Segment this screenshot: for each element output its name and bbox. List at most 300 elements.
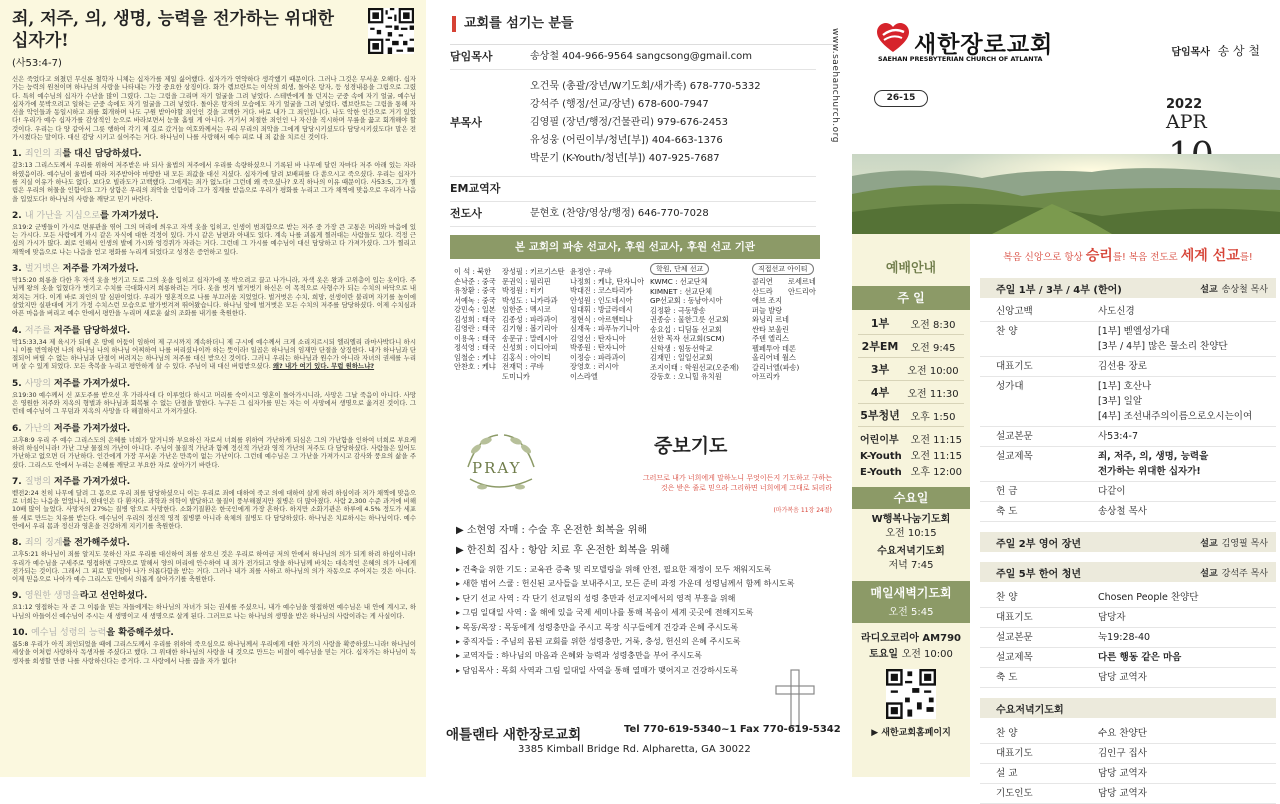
radio-schedule bbox=[852, 647, 970, 663]
worship-time-row bbox=[852, 449, 970, 465]
service-order-row bbox=[980, 302, 1276, 322]
sermon-section-body bbox=[12, 489, 416, 530]
service-order-youth bbox=[980, 588, 1276, 688]
service-order-row bbox=[980, 628, 1276, 648]
section-title: 라고 선언하셨다. bbox=[79, 591, 148, 602]
section-title: 를 가져가셨다. bbox=[100, 210, 159, 221]
sermon-section-body bbox=[12, 276, 416, 317]
sermon-section-heading bbox=[12, 376, 416, 389]
sermon-section-heading bbox=[12, 421, 416, 434]
order-item-label: 설 교 bbox=[996, 768, 1018, 779]
missionary-entry: 이정승 : 파라과이 bbox=[570, 352, 626, 362]
sermon-section-body bbox=[12, 603, 416, 620]
section-number: 10. bbox=[12, 628, 28, 639]
footer-address: 3385 Kimball Bridge Rd. Alpharetta, GA 30022 bbox=[518, 744, 751, 755]
worship-time: 저녁 7:45 bbox=[888, 560, 934, 571]
missionary-entry: 김기형 : 볼기리아 bbox=[502, 324, 558, 333]
missions-column bbox=[788, 277, 816, 296]
worship-name: 2부EM bbox=[861, 340, 899, 353]
worship-time: 오전 10:15 bbox=[885, 528, 937, 539]
missionary-entry: 송요섭 : 디딤돌 선교회 bbox=[650, 324, 722, 334]
preacher-label: 설교 bbox=[1200, 284, 1218, 295]
prayer-verse-ref: (마가복음 11장 24절) bbox=[773, 507, 832, 514]
order-item-value: 사도신경 bbox=[1098, 306, 1135, 317]
date-month: APR bbox=[1166, 111, 1207, 133]
missionary-entry: 김재민 : 일일선교회 bbox=[650, 353, 713, 362]
service-order-row bbox=[980, 502, 1276, 522]
worship-name: 4부 bbox=[870, 386, 890, 399]
section-title: 저주를 가져가셨다. bbox=[50, 378, 131, 389]
missionary-entry: 애브 조지 bbox=[752, 296, 783, 305]
missionary-entry: 김정환 : 극동방송 bbox=[650, 305, 706, 315]
preacher-label: 설교 bbox=[1200, 538, 1218, 549]
missionary-entry: KIMNET : 선교단체 bbox=[650, 286, 713, 296]
worship-time: 오전 9:45 bbox=[910, 342, 956, 354]
senior-pastor bbox=[1171, 42, 1260, 59]
slogan-text: 복음 신앙으로 항상 bbox=[1003, 252, 1086, 263]
service-title: 주일 1부 / 3부 / 4부 (한어) bbox=[996, 284, 1122, 296]
missionary-entry: 조지이태 : 학원선교(오준재) bbox=[650, 362, 739, 372]
sermon-section-heading bbox=[12, 535, 416, 548]
worship-name: 1부 bbox=[870, 317, 890, 330]
servants-table bbox=[450, 45, 816, 227]
service-order-row bbox=[980, 447, 1276, 482]
service-order-row bbox=[980, 724, 1276, 744]
order-item-label: 축 도 bbox=[996, 506, 1018, 517]
missionary-entry: 임한준 : 멕시코 bbox=[502, 305, 551, 314]
missionary-entry: 신성희 : 이디아피 bbox=[502, 343, 558, 352]
radio-name: 라디오코리아 AM790 bbox=[860, 633, 961, 644]
servant-entry: 오건묵 (총괄/장년/W기도회/새가족) 678-770-5332 bbox=[530, 81, 761, 92]
section-title: 을 확증해주셨다. bbox=[106, 628, 174, 639]
section-keyword: 영원한 생명을 bbox=[24, 591, 80, 602]
volume-badge: 26-15 bbox=[874, 90, 928, 107]
order-item-label: 설교본문 bbox=[996, 632, 1033, 643]
worship-name: E-Youth bbox=[860, 467, 902, 478]
section-number: 4. bbox=[12, 325, 22, 336]
cover-panel bbox=[852, 0, 1280, 799]
section-title: 저주를 담당하셨다. bbox=[50, 325, 131, 336]
section-text: 고후8:9 우리 주 예수 그리스도의 은혜를 너희가 알거니와 부요하신 자로서 너희를 위하여 가난하게 되심은 그의 가난함을 인하여 너희로 부요케 하려 하심이니라! 가난 그냥 물질의 가난이 아니다. 주님이 물질적 가난과 함께 정신적 가난과 영적 가난의 저주도 다 담당하셨다. 사람들은 있어도 가난하고 없으면 더 가난하다. 인간에게 가장 무서운 가난은 만족이 없는 가난이다. 그런데 예수님은 그 가난을 가져가시고 감사와 풍요의 삶을 주셨다. 그리스도 안에서 누리는 은혜를 깨닫고 부요한 자로 살아가기 바란다. bbox=[12, 435, 416, 469]
church-slogan bbox=[980, 234, 1276, 274]
section-emphasis: 왜? 내가 여기 있다. 무럽 원하느냐? bbox=[272, 362, 375, 371]
section-number: 7. bbox=[12, 476, 22, 487]
sermon-section-body bbox=[12, 640, 416, 665]
service-order-row bbox=[980, 377, 1276, 427]
dawn-header: 매일새벽기도회 bbox=[870, 586, 952, 600]
worship-time-row bbox=[858, 381, 964, 404]
section-number: 2. bbox=[12, 210, 22, 221]
section-text: 벧전2:24 친히 나무에 달려 그 몸으로 우리 죄를 담당하셨으니 이는 우리로 죄에 대하여 죽고 의에 대하여 살게 하려 하심이라 저가 채찍에 맞음으로 너희는 나음을 얻었나니, 현대인은 다 환자다. 과학과 의학이 발달하고 물질이 풍부해졌지만 질병은 더 많아졌다. 사람 2,300 수준 과거에 비해 10배 많이 늘었다. 사망자의 27%는 질병 암으로 사망한다. 소화기질환은 한국인에게 가장 흔하다. 하지만 소화기관은 하루에 4.5% 정도가 세포를 새로 만드는 치유를 받는다. 예수님이 우리의 정신적 영적 질병뿐 아니라 육체의 질병도 다 담당하셨다. 하나님은 치료하시는 하나님이다. 예수 안에서 우리 몸과 정신과 영혼을 건강하게 지키기를 축원한다. bbox=[12, 488, 416, 530]
prayer-header bbox=[450, 423, 838, 519]
missionary-entry: 강동호 : 오니힐 유치원 bbox=[650, 372, 722, 381]
sermon-section-heading bbox=[12, 323, 416, 336]
worship-time: 오전 11:30 bbox=[907, 388, 959, 400]
sunday-times bbox=[852, 312, 970, 427]
worship-name: K-Youth bbox=[860, 451, 902, 462]
missionary-entry: 김영선 : 탄자니아 bbox=[570, 333, 626, 343]
order-item-label: 설교본문 bbox=[996, 431, 1033, 442]
missions-banner: 본 교회의 파송 선교사, 후원 선교사, 후원 선교 기관 bbox=[450, 235, 820, 259]
church-logo-icon bbox=[876, 22, 910, 54]
missionary-entry: 임대휘 : 방글라데시 bbox=[570, 305, 633, 314]
missionary-entry: 박대진 : 코스타리카 bbox=[570, 286, 633, 295]
service-order-main bbox=[980, 302, 1276, 522]
missions-haiti-header: 직접선교 아이티 bbox=[752, 263, 814, 275]
servant-entry: 박문기 (K-Youth/청년[부]) 407-925-7687 bbox=[530, 153, 720, 164]
service-order-wednesday bbox=[980, 724, 1276, 804]
missionary-entry: 김성희 : 태국 bbox=[454, 314, 496, 324]
servants-heading: 교회를 섬기는 분들 bbox=[452, 16, 838, 32]
servant-names bbox=[530, 49, 816, 65]
missionary-entry: 박정원 : 터키 bbox=[502, 286, 544, 295]
missionary-entry: 이용옥 : 태국 bbox=[454, 333, 496, 343]
servant-entry: 강석주 (행정/선교/장년) 678-600-7947 bbox=[530, 99, 709, 110]
service-header-main bbox=[980, 278, 1276, 298]
missions-column bbox=[454, 267, 496, 372]
sermon-section-heading bbox=[12, 146, 416, 159]
missionary-entry: 와닝리 르네 bbox=[752, 315, 790, 324]
slogan-emphasis: 승리 bbox=[1085, 248, 1113, 264]
section-text: 막15:33,34 제 육시가 되매 온 땅에 어둠이 임하여 제 구시까지 계속하더니 제 구시에 예수께서 크게 소리지르시되 엘리엘리 라마사박다니 하시니 이를 번역하면 나의 하나님 나의 하나님 어찌하여 나를 버리셨나이까 하는 뜻이라! 일곱은 하나님의 임재만 단절을 상징한다. 내가 하나님과 단절되어 버릴 수 없는 하나님과 단절이 버려지는 하나님의 저주를 대신 받으신 것이다. 그러니 우리는 하나님과 원수가 아니라 자녀의 권세를 누리며 살 수 있게 되었다. 모든 축복을 누리고 평안하게 살 수 있다. 주님이 내 대신 버림받으셨다. bbox=[12, 337, 416, 371]
section-keyword: 저주를 bbox=[24, 325, 51, 336]
missionary-entry: 김홍식 : 아이티 bbox=[502, 352, 551, 362]
missionary-entry: 로세르네 bbox=[788, 277, 816, 286]
servant-entry: 송상철 404-966-9564 sangcsong@gmail.com bbox=[530, 51, 753, 62]
service-order-row bbox=[980, 357, 1276, 377]
worship-time: 오후 12:00 bbox=[910, 467, 962, 478]
sermon-section-body bbox=[12, 338, 416, 371]
order-item-value: 김인구 집사 bbox=[1098, 748, 1147, 759]
missions-column bbox=[502, 267, 565, 381]
section-text: 요19:30 예수께서 신 포도주를 받으신 후 가라사대 다 이루었다 하시고 머리를 숙이시고 영혼이 돌아가시니라, 사망은 그날 죽음이 아니다. 사망은 영원한 저주와 지옥의 형벌과 하나님과 회복될 수 없는 단절을 말한다. 누구든 그 십자가를 믿는 자는 이 사망에서 생명으로 옮겨진 것이다. 그런데 예수님이 그 무덤과 지옥의 사망을 다 해결하시고 가져가셨다. bbox=[12, 390, 416, 416]
sermon-section-body bbox=[12, 391, 416, 416]
order-item-value: 담당 교역자 bbox=[1098, 788, 1147, 799]
homepage-qr-icon[interactable] bbox=[886, 669, 936, 719]
missionary-entry: 콜리연 bbox=[752, 277, 773, 286]
order-item-label: 축 도 bbox=[996, 672, 1018, 683]
order-item-value: 죄, 저주, 의, 생명, 능력을 전가하는 위대한 십자가! bbox=[1098, 451, 1209, 477]
missionary-entry: 서예녹 : 중국 bbox=[454, 295, 496, 305]
missionary-entry: 도미니카 bbox=[502, 371, 530, 381]
servant-row bbox=[450, 45, 816, 70]
section-title: 를 대신 담당하셨다. bbox=[62, 149, 142, 160]
missionary-entry: 안드리아 bbox=[788, 286, 816, 296]
order-item-label: 성가대 bbox=[996, 381, 1024, 392]
order-item-value: [1부] 벧엘성가대 [3부 / 4부] 많은 물소리 찬양단 bbox=[1098, 326, 1228, 352]
order-item-label: 찬 양 bbox=[996, 326, 1018, 337]
missionary-entry: 박성도 : 니카라과 bbox=[502, 295, 558, 305]
order-item-value: 다른 행동 같은 마음 bbox=[1098, 652, 1182, 663]
order-item-label: 찬 양 bbox=[996, 728, 1018, 739]
service-title: 주일 5부 한어 청년 bbox=[996, 568, 1082, 580]
missionary-entry: 주덴 엘리스 bbox=[752, 334, 790, 343]
sermon-section-heading bbox=[12, 588, 416, 601]
missionary-entry: 펠페투아 데론 bbox=[752, 343, 796, 353]
worship-name: W행복나눔기도회 bbox=[871, 514, 951, 525]
sermon-panel bbox=[0, 0, 426, 777]
worship-time-row bbox=[858, 358, 964, 381]
pray-word: PRAY bbox=[472, 459, 522, 477]
missionary-entry: 이스라엘 bbox=[570, 371, 598, 381]
section-keyword: 가난의 bbox=[24, 423, 51, 434]
sermon-section-heading bbox=[12, 261, 416, 274]
order-item-value: 담당 교역자 bbox=[1098, 768, 1147, 779]
worship-time-row bbox=[852, 433, 970, 449]
service-order-row bbox=[980, 588, 1276, 608]
service-title: 수요저녁기도회 bbox=[996, 704, 1064, 716]
section-title: 저주를 가져가셨다. bbox=[50, 423, 131, 434]
missionary-entry: 이 석 : 북한 bbox=[454, 267, 492, 276]
radio-time: 오전 10:00 bbox=[901, 649, 953, 660]
worship-time-row bbox=[858, 404, 964, 427]
section-keyword: 예수님 성령의 능력 bbox=[31, 628, 107, 639]
missions-grid bbox=[450, 263, 838, 423]
servant-role: 부목사 bbox=[450, 116, 482, 129]
prayer-item: ▸ 담임목사 : 목회 사역과 그림 일대일 사역을 통해 열매가 맺어지고 건강하시도록 bbox=[456, 665, 738, 675]
order-item-label: 대표기도 bbox=[996, 612, 1033, 623]
order-item-value: 담당 교역자 bbox=[1098, 672, 1147, 683]
homepage-link[interactable]: ▶ 새한교회홈페이지 bbox=[871, 728, 951, 738]
sermon-sections bbox=[12, 146, 416, 665]
missionary-entry: 장영호 : 러시아 bbox=[570, 362, 619, 371]
radio-day: 토요일 bbox=[869, 649, 899, 660]
service-header-wednesday bbox=[980, 698, 1276, 718]
missionary-entry: 강민숙 : 일본 bbox=[454, 305, 496, 314]
section-number: 1. bbox=[12, 149, 22, 160]
prayer-title: 중보기도 bbox=[654, 435, 728, 457]
pastor-name: 송 상 철 bbox=[1217, 44, 1260, 58]
section-number: 8. bbox=[12, 538, 22, 549]
missionary-entry: 문권익 : 필리핀 bbox=[502, 276, 551, 286]
service-title: 주일 2부 영어 장년 bbox=[996, 538, 1082, 550]
patient-prayer-item: ▶ 소현영 자매 : 수술 후 온전한 회복을 위해 bbox=[456, 525, 648, 536]
order-item-label: 헌 금 bbox=[996, 486, 1018, 497]
worship-guide bbox=[852, 234, 970, 777]
section-keyword: 내 가난을 지심으로 bbox=[24, 210, 101, 221]
section-number: 3. bbox=[12, 264, 22, 275]
worship-name: 3부 bbox=[870, 363, 890, 376]
patient-prayer-item: ▶ 한진희 집사 : 항암 치료 후 온전한 회복을 위해 bbox=[456, 545, 670, 556]
section-title: 저주를 가져가셨다. bbox=[50, 476, 131, 487]
missions-org-header: 학원, 단체 선교 bbox=[650, 263, 709, 275]
servant-row bbox=[450, 70, 816, 177]
slogan-text: 를! bbox=[1239, 252, 1253, 263]
missionary-entry: 올리어네 월스 bbox=[752, 353, 796, 362]
missionary-entry: 정석영 : 태국 bbox=[454, 343, 496, 352]
service-order-row bbox=[980, 427, 1276, 447]
servant-role: 담임목사 bbox=[450, 50, 493, 63]
section-text: 고후5:21 하나님이 죄를 알지도 못하신 자로 우리를 대신하여 죄를 삼으신 것은 우리로 하여금 저의 안에서 하나님의 의가 되게 하려 하심이니라! 우리가 예수님을 구세주로 영접하면 구약으로 말해서 양의 머리에 안수하여 내 죄가 전가되고 양을 하나님께 바치는 대속적인 은혜의 의가 나에게 전가되는 것이다. 그래서 그 피로 말미암아 나가 의롭다함을 받는 거다. 그러나 내가 죄를 사하고 하나님의 의가 자동으로 주어지는 것은 아니다. 이제 믿음으로 나아가 예수 그리스도 안에서 의롭게 살아가기를 축원한다. bbox=[12, 550, 416, 584]
preacher-name: 강석주 목사 bbox=[1221, 568, 1268, 579]
section-number: 5. bbox=[12, 378, 22, 389]
missions-column bbox=[650, 277, 739, 382]
slogan-text: 를! 복음 전도로 bbox=[1112, 252, 1181, 263]
missionary-entry: KWMC : 선교단체 bbox=[650, 277, 708, 286]
missionary-entry: 박종원 : 탄자니아 bbox=[570, 343, 626, 352]
section-text: 요19:2 군병들이 가시로 면류관을 엮어 그의 머리에 씌우고 자색 옷을 입히고, 인생이 범죄함으로 받는 저주 중 가장 큰 고통은 머리와 마음에 있는 가시다. 모든 사람에게 가시 같은 자식에 대한 걱정이 있다. 가시 같은 남편과 아내도 있다. 계속 나를 괴롭게 찔러대는 사람들도 있다. 걱정 근심의 가시가 많다. 최로 인해서 인생의 발에 가시와 엉겅퀴가 자라는 거다. 그런데 그 가시를 예수님이 대신 담당하고 다 가져가셨다. 그가 찔리고 채찍에 맞음으로 나는 나음을 얻고 평화를 누리게 되었다고 성경은 증언하고 있다. bbox=[12, 222, 416, 256]
missionary-entry: 윤정안 : 쿠바 bbox=[570, 267, 612, 276]
prayer-verse: 그러므로 내가 너희에게 말하노니 무엇이든지 기도하고 구하는 것은 받은 줄로 믿으라 그리하면 너희에게 그대로 되리라 bbox=[642, 474, 832, 492]
servant-names bbox=[530, 78, 816, 168]
missionary-entry: 손낙준 : 중국 bbox=[454, 276, 496, 286]
order-item-label: 대표기도 bbox=[996, 748, 1033, 759]
service-order bbox=[980, 234, 1276, 804]
service-order-row bbox=[980, 744, 1276, 764]
missionary-entry: 정현식 : 아르헨티나 bbox=[570, 314, 633, 324]
service-order-row bbox=[980, 322, 1276, 357]
worship-time-row bbox=[858, 335, 964, 358]
prayer-item: ▸ 단기 선교 사역 : 각 단기 선교팀의 성령 충만과 선교지에서의 영적 부흥을 위해 bbox=[456, 593, 736, 603]
missionary-entry: 권종승 : 물한그릇 선교회 bbox=[650, 315, 729, 324]
order-item-value: 사53:4-7 bbox=[1098, 431, 1138, 442]
sermon-intro: 신은 죽었다고 외쳤던 무신론 철학자 니체는 십자가를 제일 싫어했다. 십자가가 연약하다 생각했기 때문이다. 그러나 그것은 무서운 오해다. 십자가는 능력의 원천이며 하나님의 사랑을 나타내는 가장 중요한 상징이다. 화가 렘브란트는 이삭의 희생, 돌아온 탕자, 등 성경내용을 그림으로 그렸다. 특히 예수님의 십자가 수난을 많이 그렸다. 그는 그림을 그리며 자기 얼굴을 그려 넣었다. 스테반에게 돌 던지는 군중 속에 자기 얼굴, 예수님 십자가에 못박으려고 일하는 군중 속에도 자기 얼굴을 그려 넣었다. 돌아온 탕자의 모습에도 자기 얼굴을 그려 넣었다. 렘브란트는 그림을 통해 자신을 악인들과 동일시하고 죄를 회개하며 나도 구원 받아야할 죄인인 것을 고백한 거다. 바로 내가 그 죄인입니다. 나도 악한 인간으로 거기 있었다! 우리가 예수 십자가를 감상적인 눈으로 바라보면서 눈물 흘릴 게 아니다. 거기서 처절한 죄인인 나 자신을 직시하며 무릎을 꿇고 회개해야 할 것이다. 우리는 다 양 같아서 그릇 행하여 각기 제 길로 갔거늘 여호와께서는 우리 무리의 죄악을 그에게 담당시키셨도다 담당시키셨도다! 말은 전가시켰다는 말이다. 대신 감당 시키고 실어주는 거다. 하나님이 나를 사랑해서 예수 피로 내 죄 값을 치르신 것이다. bbox=[12, 75, 416, 142]
missionary-entry: 김영란 : 태국 bbox=[454, 324, 496, 333]
servant-row bbox=[450, 177, 816, 202]
wednesday-header: 수요일 bbox=[852, 487, 970, 509]
worship-guide-title: 예배안내 bbox=[885, 261, 937, 276]
order-item-value: 수요 찬양단 bbox=[1098, 728, 1147, 739]
service-order-row bbox=[980, 784, 1276, 804]
prayer-item: ▸ 교역자들 : 하나님의 마음과 은혜와 능력과 성령충만을 부어 주시도록 bbox=[456, 651, 702, 661]
section-text: 요1:12 영접하는 자 곧 그 이름을 믿는 자들에게는 하나님의 자녀가 되는 권세를 주셨으니, 내가 예수님을 영접하면 예수님은 내 안에 계시고, 하나님의 아들이신 예수님이 주시는 새 생명이고 새 생명으로 살게 된다. 그러므로 나는 하나님의 생명을 받은 하나님의 사람이라는 게 사실이다. bbox=[12, 603, 416, 620]
section-number: 9. bbox=[12, 591, 22, 602]
sermon-section-heading bbox=[12, 474, 416, 487]
service-order-row bbox=[980, 482, 1276, 502]
order-item-value: 눅19:28-40 bbox=[1098, 632, 1151, 643]
preacher-name: 송상철 목사 bbox=[1221, 284, 1268, 295]
missionary-entry: 김종성 : 파라과이 bbox=[502, 314, 558, 324]
youth-times bbox=[852, 433, 970, 481]
order-item-label: 기도인도 bbox=[996, 788, 1033, 799]
missionary-entry: 갈리너엘(파송) bbox=[752, 362, 800, 372]
service-order-row bbox=[980, 608, 1276, 628]
missionary-entry: 유창환 : 중국 bbox=[454, 286, 496, 295]
dawn-prayer-box bbox=[852, 581, 970, 623]
church-info-panel bbox=[426, 0, 852, 777]
prayer-item: ▸ 중직자들 : 주님의 몸된 교회를 위한 성령충만, 거룩, 충성, 헌신의 은혜 주시도록 bbox=[456, 637, 741, 647]
servant-names bbox=[530, 206, 816, 222]
service-preacher bbox=[1200, 282, 1268, 295]
order-item-label: 설교제목 bbox=[996, 652, 1033, 663]
worship-name: 수요저녁기도회 bbox=[877, 546, 945, 557]
section-title: 를 전가해주셨다. bbox=[62, 538, 130, 549]
worship-time-row bbox=[852, 465, 970, 481]
sermon-section-heading bbox=[12, 208, 416, 221]
qr-code-icon bbox=[368, 8, 414, 54]
missionary-entry: 안찬호 : 케냐 bbox=[454, 362, 496, 371]
footer-church-name: 애틀랜타 새한장로교회 bbox=[446, 727, 582, 743]
service-header-youth bbox=[980, 562, 1276, 582]
section-text: 막15:20 희롱을 다한 후 자색 옷을 벗기고 도로 그의 옷을 입히고 십자가에 못 박으려고 끌고 나가니라, 자색 옷은 왕과 고위층이 입는 옷이다. 주님께 왕의 옷을 입혔다가 벗기고 수치를 극대화시켜 희롱하려는 거다. 옷을 벗겨 벌거벗기 하신은 이 목적으로 사형수가 되는 수치의 바닥으로 내쳐지는 거다. 이게 바로 죄인의 말 심판이었다. 우리가 영혼적으로 나를 부끄러움 지었었다. 벌거벗은 수치, 희망, 선생이란 불리며 자기를 높이에 살았지만 실판대에 거기 가정 수치스런 모습으로 발가벗겨져 뛰어왔습니다. 하나님 앞에 벌거벗은 모든 수치의 저주를 담당하셨다. 이제 수치심과 아픈 마음을 버리고 예수 안에서 평안을 누리며 새로운 삶의 조화를 내기를 축원한다. bbox=[12, 276, 416, 318]
missionary-entry: 전재덕 : 쿠바 bbox=[502, 362, 544, 371]
church-name: 새한장로교회 bbox=[914, 32, 1054, 58]
website-url[interactable]: www.saehanchurch.org bbox=[830, 28, 840, 143]
preacher-name: 김영필 목사 bbox=[1221, 538, 1268, 549]
service-preacher bbox=[1200, 536, 1268, 549]
servant-role: EM교역자 bbox=[450, 182, 501, 195]
missionary-entry: 임철순 : 케냐 bbox=[454, 352, 496, 362]
servant-entry: 김영필 (장년/행정/건물관리) 979-676-2453 bbox=[530, 117, 728, 128]
order-item-value: 다같이 bbox=[1098, 486, 1126, 497]
sermon-reference: (사53:4-7) bbox=[12, 58, 62, 69]
date-year: 2022 bbox=[1166, 97, 1203, 112]
service-order-row bbox=[980, 648, 1276, 668]
order-item-label: 신앙고백 bbox=[996, 306, 1033, 317]
servant-names bbox=[530, 181, 816, 197]
worship-time-row bbox=[858, 312, 964, 335]
prayer-item: ▸ 목동/목장 : 목동에게 성령충만을 주시고 목장 식구들에게 건강과 은혜 주시도록 bbox=[456, 622, 739, 632]
section-title: 저주를 가져가셨다. bbox=[59, 264, 139, 275]
missionary-entry: 장성필 : 키르기스탄 bbox=[502, 267, 565, 276]
sermon-title: 죄, 저주, 의, 생명, 능력을 전가하는 위대한 십자가! bbox=[12, 9, 334, 51]
missionary-entry: 퍼늘 발랑 bbox=[752, 305, 783, 315]
worship-time: 오후 1:50 bbox=[910, 411, 956, 423]
order-item-label: 대표기도 bbox=[996, 361, 1033, 372]
section-text: 롬5:8 우리가 아직 죄인되었을 때에 그리스도께서 우리를 위하여 죽으심으로 하나님께서 우리에게 대한 자기의 사랑을 확증하셨느니라! 하나님이 세상을 이처럼 사랑하사 독생자를 주셨다고 했다. 그 위대한 하나님의 사랑을 내 것으로 만드는 비결이 예수님을 믿는 거다. 십자가는 하나님이 독생자를 희생할 만큼 나를 사랑하신다는 증거다. 그 사랑에서 나를 끊을 자가 없다! bbox=[12, 640, 416, 665]
servant-role: 전도사 bbox=[450, 207, 482, 220]
worship-time: 오전 11:15 bbox=[910, 451, 962, 462]
servant-row bbox=[450, 202, 816, 227]
missionary-entry: 안성원 : 인도네시아 bbox=[570, 295, 633, 305]
section-keyword: 벌거벗은 bbox=[24, 264, 60, 275]
patients-list bbox=[456, 521, 838, 561]
sermon-section-body bbox=[12, 550, 416, 583]
missionary-entry: 선한 목자 선교회(SCM) bbox=[650, 334, 725, 343]
footer-contact: Tel 770-619-5340~1 Fax 770-619-5342 bbox=[624, 724, 841, 735]
missionary-entry: 송문규 : 말레시아 bbox=[502, 333, 558, 343]
worship-time: 오전 10:00 bbox=[907, 365, 959, 377]
prayer-item: ▸ 건축을 위한 기도 : 교육관 증축 및 리모델링을 위해 안전, 필요한 재정이 모두 채워지도록 bbox=[456, 565, 772, 574]
missionary-entry: 나정희 : 케냐, 탄자니아 bbox=[570, 276, 645, 286]
sunday-header: 주 일 bbox=[852, 286, 970, 310]
church-name-english: SAEHAN PRESBYTERIAN CHURCH OF ATLANTA bbox=[878, 55, 1043, 63]
missionary-entry: GP선교회 : 동남아시아 bbox=[650, 296, 723, 305]
sermon-section-heading bbox=[12, 625, 416, 638]
dawn-time: 오전 5:45 bbox=[888, 607, 934, 618]
prayer-item: ▸ 그림 일대일 사역 : 올 해에 있을 국제 세미나를 통해 복음이 세계 곳곳에 전해지도록 bbox=[456, 608, 754, 618]
order-item-value: 송상철 목사 bbox=[1098, 506, 1147, 517]
section-keyword: 사망의 bbox=[24, 378, 51, 389]
sermon-section-body bbox=[12, 161, 416, 202]
order-item-value: Chosen People 찬양단 bbox=[1098, 592, 1199, 603]
missionary-entry: 심재욱 : 파푸뉴기니아 bbox=[570, 324, 640, 333]
slogan-emphasis: 세계 선교 bbox=[1180, 248, 1240, 264]
preacher-label: 설교 bbox=[1200, 568, 1218, 579]
worship-name: 5부청년 bbox=[860, 409, 900, 422]
worship-name: 어린이부 bbox=[860, 435, 899, 446]
landscape-photo bbox=[852, 154, 1280, 234]
servant-entry: 유성웅 (어린이부/청년[부]) 404-663-1376 bbox=[530, 135, 723, 146]
service-preacher bbox=[1200, 566, 1268, 579]
section-keyword: 질병의 bbox=[24, 476, 51, 487]
servant-entry: 문현호 (찬양/영상/행정) 646-770-7028 bbox=[530, 208, 709, 219]
pastor-label: 담임목사 bbox=[1171, 47, 1210, 58]
order-item-value: 김선용 장로 bbox=[1098, 361, 1147, 372]
missions-column bbox=[570, 267, 644, 381]
worship-time: 오전 8:30 bbox=[910, 319, 956, 331]
missionary-entry: 싼타 보울린 bbox=[752, 324, 790, 334]
section-text: 갈3:13 그리스도께서 우리를 위하여 저주받은 바 되사 율법의 저주에서 우리를 속량하셨으니 기록된 바 나무에 달린 자마다 저주 아래 있는 자라 하였음이라. 예수님이 율법에 따라 저주받아야 마땅한 내 모든 죄값을 대신 지셨다. 십자가에 달려 보배피를 다 쏟으시고 죽으셨다. 우리는 십자가를 지실 이유가 하나도 없다. 보다오 빌라도가 고백했다. 그에게는 죄가 없노다! 그런데 왜 죽으셨나? 오직 하나의 이유 때문이다. 사53:5, 그가 찔림은 우리의 허물을 인함이요 그가 상함은 우리의 죄악을 인함이라 그가 징계를 받음으로 우리가 평화를 누리고 그가 채찍에 맞음으로 우리가 나음을 입었도다! 하나님의 사랑을 깨닫고 믿기 바란다. bbox=[12, 161, 416, 203]
missionary-entry: 신학생 : 힘동선학교 bbox=[650, 343, 713, 353]
worship-time: 오전 11:15 bbox=[910, 435, 962, 446]
prayer-items bbox=[456, 563, 826, 678]
cross-icon bbox=[770, 668, 820, 728]
service-header-english bbox=[980, 532, 1276, 552]
section-keyword: 죄인의 죄 bbox=[24, 149, 63, 160]
sermon-section-body bbox=[12, 436, 416, 469]
prayer-item: ▸ 새한 범어 스쿨 : 헌신된 교사들을 보내주시고, 모든 준비 과정 가운데 성령님께서 함께 하시도록 bbox=[456, 579, 795, 589]
